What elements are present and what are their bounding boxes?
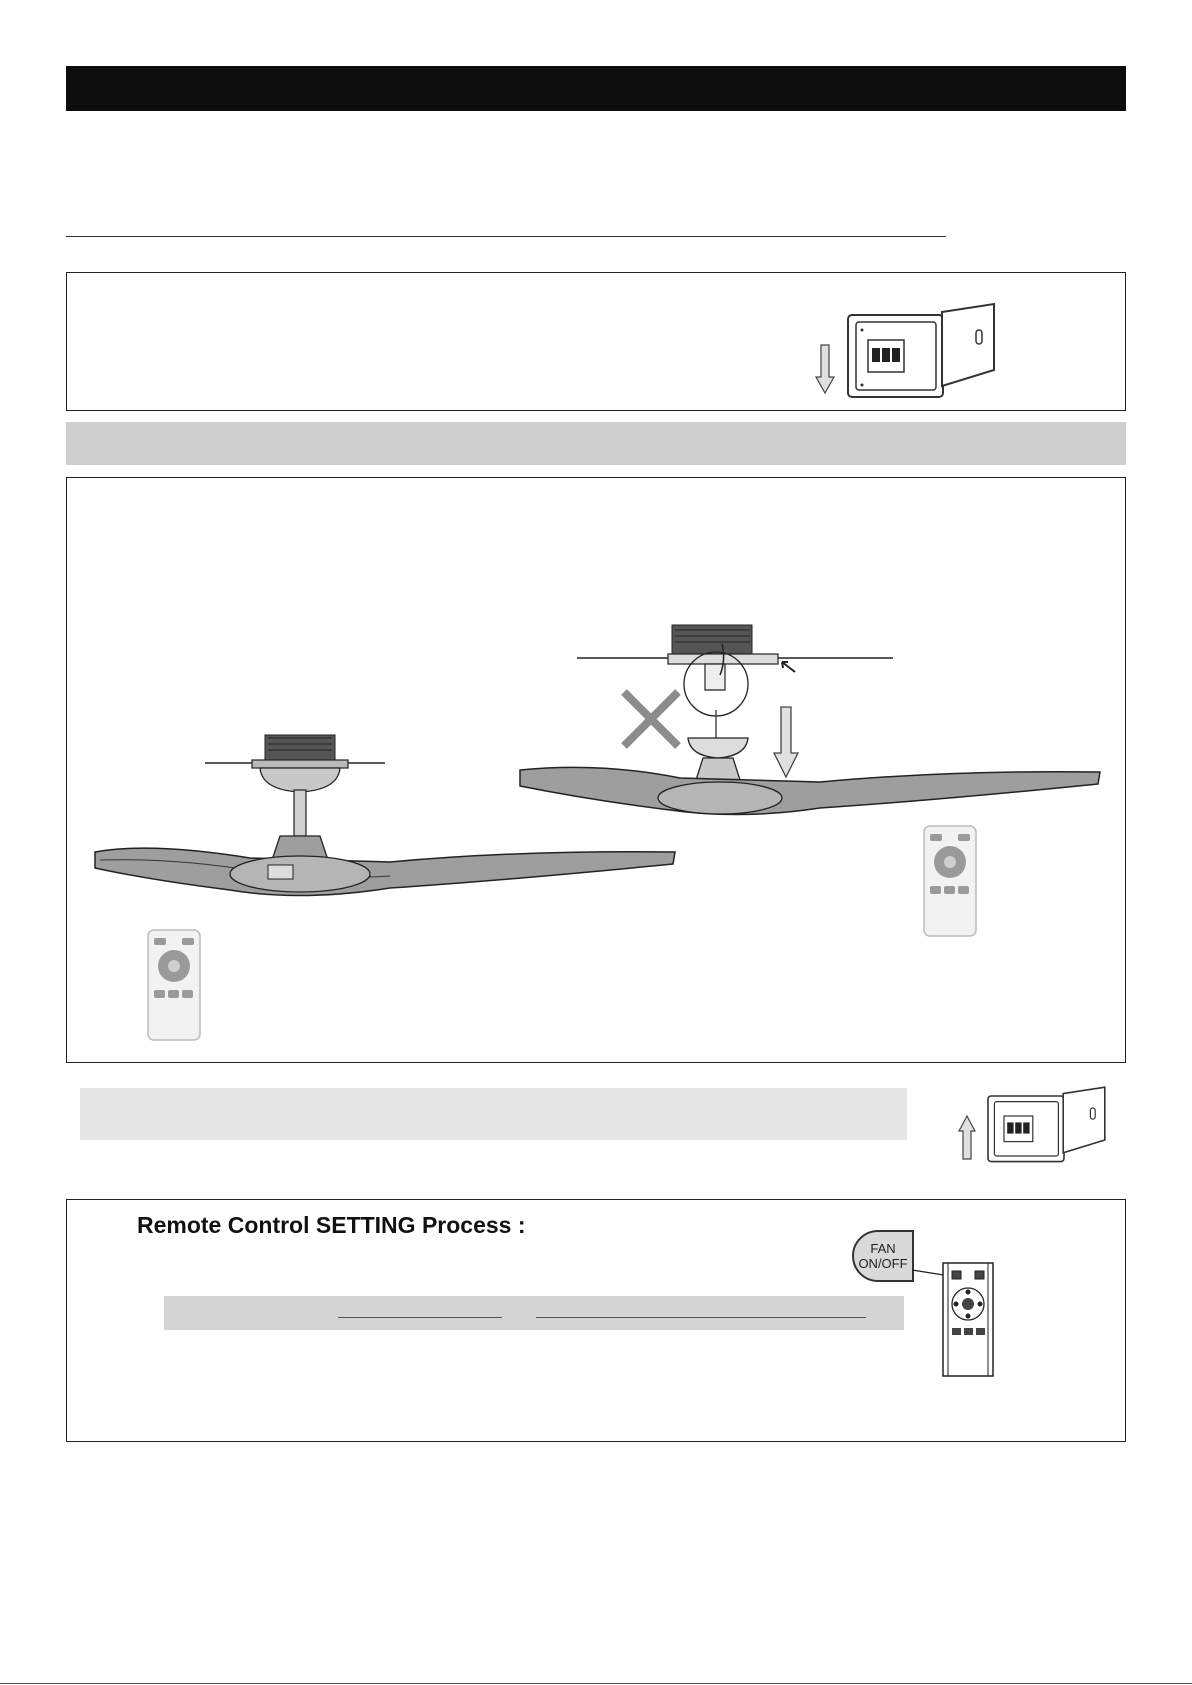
fan-button-label-2: ON/OFF xyxy=(858,1256,908,1271)
setting-grey-strip xyxy=(164,1296,904,1330)
grey-heading-band xyxy=(66,422,1126,465)
page-bottom-line xyxy=(0,1683,1192,1684)
arrow-down-icon xyxy=(815,345,835,395)
ceiling-fan-illustration xyxy=(520,620,1105,820)
breaker-box-icon xyxy=(988,1083,1108,1165)
breaker-box-icon xyxy=(848,300,998,400)
arrow-down-icon xyxy=(773,707,799,779)
remote-control-icon xyxy=(922,824,978,939)
power-on-note-band xyxy=(80,1088,907,1140)
remote-control-icon xyxy=(942,1262,996,1378)
arrow-up-icon xyxy=(958,1115,976,1160)
remote-control-icon xyxy=(146,928,202,1043)
section-title-bar xyxy=(66,66,1126,111)
divider-rule xyxy=(66,236,946,237)
underline xyxy=(536,1317,866,1318)
setting-process-title: Remote Control SETTING Process : xyxy=(137,1212,526,1238)
underline xyxy=(338,1317,502,1318)
cross-mark-icon xyxy=(620,688,682,750)
fan-on-off-button[interactable] xyxy=(852,1230,914,1282)
fan-button-label-1: FAN xyxy=(870,1241,896,1256)
